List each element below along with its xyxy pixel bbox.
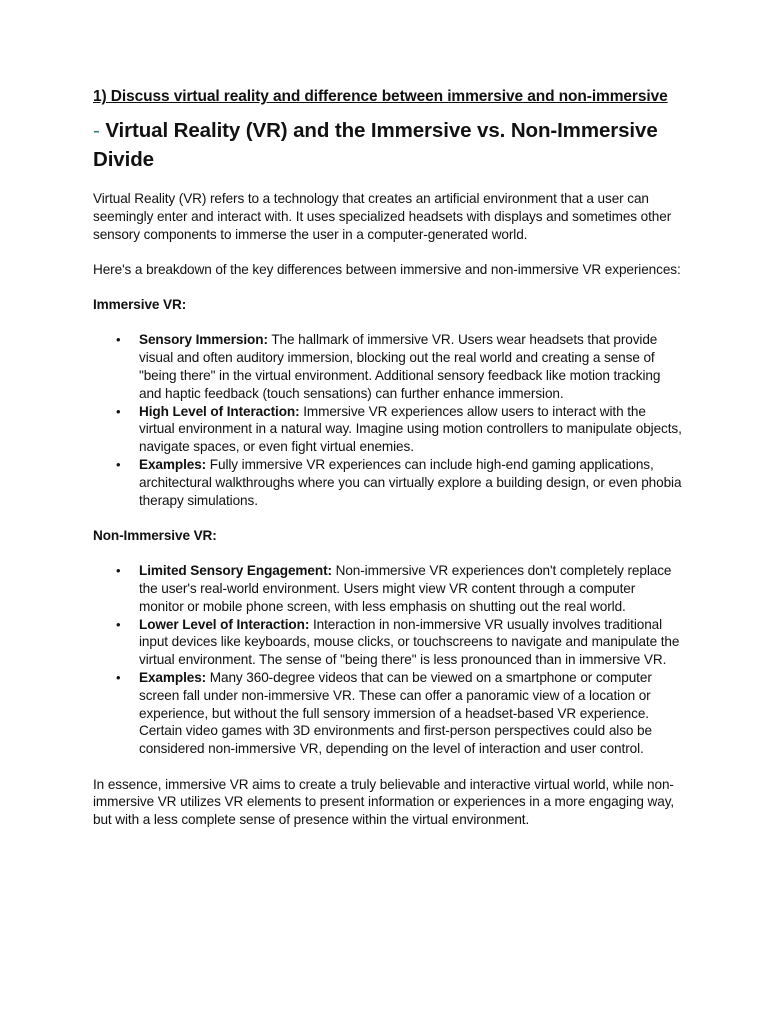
bullet-icon: • — [116, 616, 121, 632]
bullet-icon: • — [116, 670, 121, 686]
list-item — [116, 331, 683, 402]
item-text: Immersive VR experiences allow users to interact with the virtual environment in a natural way. Imagine using motion controllers to manipulate objects, navigate spaces, or even fight virtual enemies. — [139, 403, 682, 455]
list-item — [116, 562, 683, 615]
bullet-icon: • — [116, 563, 121, 579]
item-term: Examples: — [139, 670, 207, 686]
item-text: Fully immersive VR experiences can include high-end gaming applications, architectural walkthroughs where you can virtually explore a building design, or even phobia therapy simulations. — [139, 457, 682, 508]
list-item — [116, 456, 683, 509]
bullet-icon: • — [116, 332, 121, 348]
section-heading — [93, 116, 683, 174]
non-immersive-list — [93, 562, 683, 758]
bullet-icon: • — [116, 457, 121, 473]
breakdown-paragraph: Here's a breakdown of the key differences between immersive and non-immersive VR experiences: — [93, 261, 681, 277]
immersive-list — [93, 331, 683, 509]
item-text: Interaction in non-immersive VR usually involves traditional input devices like keyboards, mouse clicks, or touchscreens to navigate and manipulate the virtual environment. The sense of "being there" is less pronounced than in immersive VR. — [139, 616, 680, 668]
immersive-label: Immersive VR: — [93, 297, 187, 313]
item-term: High Level of Interaction: — [139, 403, 300, 419]
intro-paragraph: Virtual Reality (VR) refers to a technology that creates an artificial environment that a user can seemingly enter and interact with. It uses specialized headsets with displays and sometimes other sensory components to immerse the user in a computer-generated world. — [93, 191, 672, 242]
list-item — [116, 403, 683, 456]
heading-dash: - — [93, 119, 100, 142]
item-term: Sensory Immersion: — [139, 332, 268, 348]
item-term: Limited Sensory Engagement: — [139, 563, 332, 579]
heading-text: Virtual Reality (VR) and the Immersive vs. Non-Immersive Divide — [93, 119, 658, 171]
item-text: Many 360-degree videos that can be viewed on a smartphone or computer screen fall under non-immersive VR. These can offer a panoramic view of a location or experience, but without the full sensory immersion of a headset-based VR experience. Certain video games with 3D environments and first-person perspectives could also be considered non-immersive VR, depending on the level of interaction and user control. — [139, 670, 652, 757]
non-immersive-label: Non-Immersive VR: — [93, 527, 217, 543]
item-term: Lower Level of Interaction: — [139, 616, 310, 632]
list-item — [116, 616, 683, 669]
document-page — [93, 86, 683, 829]
list-item — [116, 669, 683, 758]
essence-paragraph: In essence, immersive VR aims to create a truly believable and interactive virtual world, while non-immersive VR utilizes VR elements to present information or experiences in a more engaging way, but with a less complete sense of presence within the virtual environment. — [93, 776, 675, 828]
item-term: Examples: — [139, 457, 207, 473]
item-text: The hallmark of immersive VR. Users wear headsets that provide visual and often auditory immersion, blocking out the real world and creating a sense of "being there" in the virtual environment. Additional sensory feedback like motion tracking and haptic feedback (touch sensations) can further enhance immersion. — [139, 332, 661, 401]
item-text: Non-immersive VR experiences don't completely replace the user's real-world environment. Users might view VR content through a computer monitor or mobile phone screen, with less emphasis on shutting out the real world. — [139, 563, 672, 614]
bullet-icon: • — [116, 403, 121, 419]
question-title: 1) Discuss virtual reality and difference between immersive and non-immersive — [93, 88, 668, 105]
